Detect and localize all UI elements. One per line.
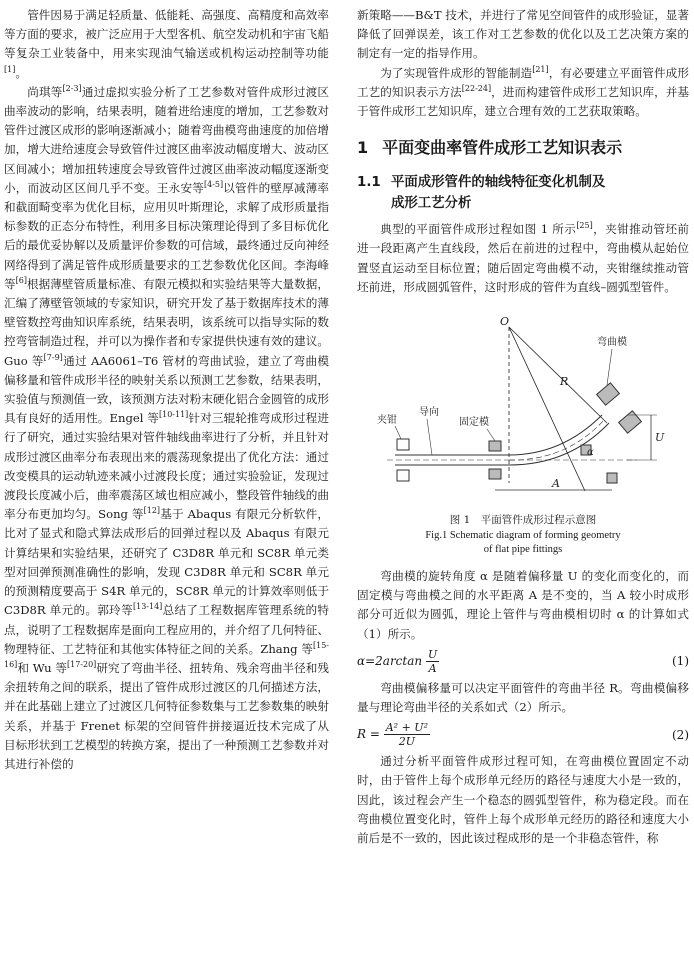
fixed-die-bottom: [489, 469, 501, 479]
label-clamp: 夹钳: [377, 415, 397, 427]
figure-caption-en: Fig.1 Schematic diagram of forming geometry of flat pipe fittings: [425, 530, 621, 556]
paragraph-literature-review: 尚琪等[2-3]通过虚拟实验分析了工艺参数对管件成形过渡区曲率波动的影响，结果表明，随着进给速度的增加，工艺参数对管件过渡区成形的影响逐渐减小；随着弯曲模弯曲速度的加倍增加，增大进给速度会导致管件过渡区曲率波动幅度增大、波动区区间减小；增加扭转速度会导致管件过渡区曲率波动幅度逐渐变小，而波动区区间几乎不变。王永安等[4-5]以管件的壁厚减薄率和截面畸变率为优化目标，应用贝叶斯理论，求解了成形质量指标参数的正态分布特性，利用多目标决策理论得到了多目标优化后的最优妥协解以及质量评价参数的可信域，最终通过反向神经网络得到了满足管件成形质量要求的工艺参数优化区间。李海峰等[6]根据薄壁管质量标准、有限元模拟和实验结果等大量数据，汇编了薄壁管领域的专家知识，研究开发了基于数据库技术的薄壁管数控弯曲知识库系统，结果表明，该系统可以指导实际的数控弯管制造过程，并可以为操作者和专家提供快速有效的建议。Guo 等[7-9]通过 AA6061–T6 管材的弯曲试验，建立了弯曲模偏移量和管件成形半径的映射关系以预测工艺参数，结果表明，实验值与预测值一致，该预测方法对粉末硬化铝合金圆管的成形具有良好的适用性。Engel 等[10-11]针对三辊轮推弯成形过程进行了研究，通过实验结果对管件轴线曲率进行了分析，并且针对成形过渡区曲率分布表现出来的震荡现象提出了优化方法：通过改变模具的运动轨迹来减小过渡段长度；通过实验验证，发现过渡段长度减小后，曲率震荡区域也相应减小，整段管件轴线的曲率分布更加均匀。Song 等[12]基于 Abaqus 有限元分析软件，比对了显式和隐式算法成形后的回弹过程以及 Abaqus 有限元计算结果和实验结果，还研究了 C3D8R 单元和 SC8R 单元类型对回弹预测准确性的影响，发现 C3D8R 单元和 SC8R 单元的预测精度要高于 S4R 单元的，SC8R 单元的计算效率则低于 C3D8R 单元的。郭玲等[13-14]总结了工程数据库管理系统的特点，说明了工程数据库是面向工程应用的，并介绍了几何特征、物理特征、工艺特征和其他实体特征之间的关系。Zhang 等[15-16]和 Wu 等[17-20]研究了弯曲半径、扭转角、残余弯曲半径和残余扭转角之间的联系，提出了管件成形过渡区的几何描述方法，并在此基础上建立了过渡区几何特征参数集与工艺参数集的映射关系，并基于 Frenet 标架的空间管件拼接逼近技术完成了从目标形状到工艺模型的转换方案，提出了一种预测工艺参数并对其进行补偿的: [4, 83, 329, 771]
subsection-heading-1-1: 1.1 平面成形管件的轴线特征变化机制及 成形工艺分析: [357, 175, 606, 212]
bend-die-box-2: [607, 473, 617, 483]
label-fixed-die: 固定模: [459, 417, 489, 429]
fixed-die-top: [489, 441, 501, 451]
label-guide: 导向: [419, 407, 439, 419]
label-U: U: [655, 431, 665, 445]
paragraph-forming-process: 典型的平面管件成形过程如图 1 所示[25]，夹钳推动管坯前进一段距离产生直线段，然后在前进的过程中，弯曲模从起始位置竖直运动至目标位置；随后固定弯曲模不动，夹钳继续推动管坯前进，形成圆弧管件，这时形成的管件为直线–圆弧型管件。: [357, 221, 689, 294]
clamp-block-top: [397, 439, 409, 450]
radius-line-1: [509, 327, 607, 423]
forming-schematic-figure: [357, 305, 689, 505]
paragraph-intro: 管件因易于满足轻质量、低能耗、高强度、高精度和高效率等方面的要求，被广泛应用于大型客机、航空发动机和宇宙飞船等复杂工业装备中，用来实现油气输送或机构运动控制等功能[1]。: [4, 8, 329, 80]
label-A: A: [552, 477, 560, 491]
left-column: [4, 6, 329, 774]
leader-guide: [427, 419, 432, 455]
equation-2: R = $\frac{\text{A² + U²}}{2U}$ (2): [357, 721, 689, 749]
bend-die-roller-upper: [597, 383, 620, 405]
clamp-block-bottom: [397, 470, 409, 481]
right-column: [357, 6, 689, 848]
label-O: O: [500, 315, 510, 329]
arc-inner: [509, 423, 609, 465]
section-heading-1: 1 平面变曲率管件成形工艺知识表示: [357, 138, 623, 158]
bend-die-roller-lower: [619, 411, 642, 433]
leader-bend-die: [607, 349, 612, 385]
leader-clamp: [395, 426, 401, 439]
leader-fixed-die: [487, 429, 495, 441]
figure-caption-cn: 图 1 平面管件成形过程示意图: [449, 514, 597, 527]
equation-1: α=2arctan $\frac{U}{A}$ (1): [357, 647, 689, 675]
radius-line-2: [509, 327, 585, 491]
paragraph-radius-definition: 弯曲模偏移量可以决定平面管件的弯曲半径 R。弯曲模偏移量与理论弯曲半径的关系如式（2）所示。: [357, 680, 689, 715]
label-bend-die: 弯曲模: [597, 337, 627, 349]
label-R: R: [560, 375, 569, 389]
paragraph-alpha-definition: 弯曲模的旋转角度 α 是随着偏移量 U 的变化而变化的，而固定模与弯曲模之间的水平距离 A 是不变的，当 A 较小时成形部分可近似为圆弧，理论上管件与弯曲模相切时 α 的计算如式（1）所示。: [357, 569, 689, 641]
paragraph-motivation: 为了实现管件成形的智能制造[21]，有必要建立平面管件成形工艺的知识表示方法[22-24]，进而构建管件成形工艺知识库，并基于管件成形工艺知识库，建立合理有效的工艺获取策略。: [357, 64, 689, 119]
label-alpha: α: [587, 447, 594, 459]
paragraph-bt-technique: 新策略——B&T 技术，并进行了常见空间管件的成形验证，显著降低了回弹误差，该工作对工艺参数的优化以及工艺决策方案的制定有一定的指导作用。: [357, 8, 689, 61]
paragraph-stable-section: 通过分析平面管件成形过程可知，在弯曲模位置固定不动时，由于管件上每个成形单元经历的路径与速度大小是一致的，因此，该过程会产生一个稳态的圆弧型管件，称为稳定段。而在弯曲模位置变化时，管件上每个成形单元经历的路径和速度大小前后是不一致的，因此该过程成形的是一个非稳态管件，称: [357, 754, 689, 846]
